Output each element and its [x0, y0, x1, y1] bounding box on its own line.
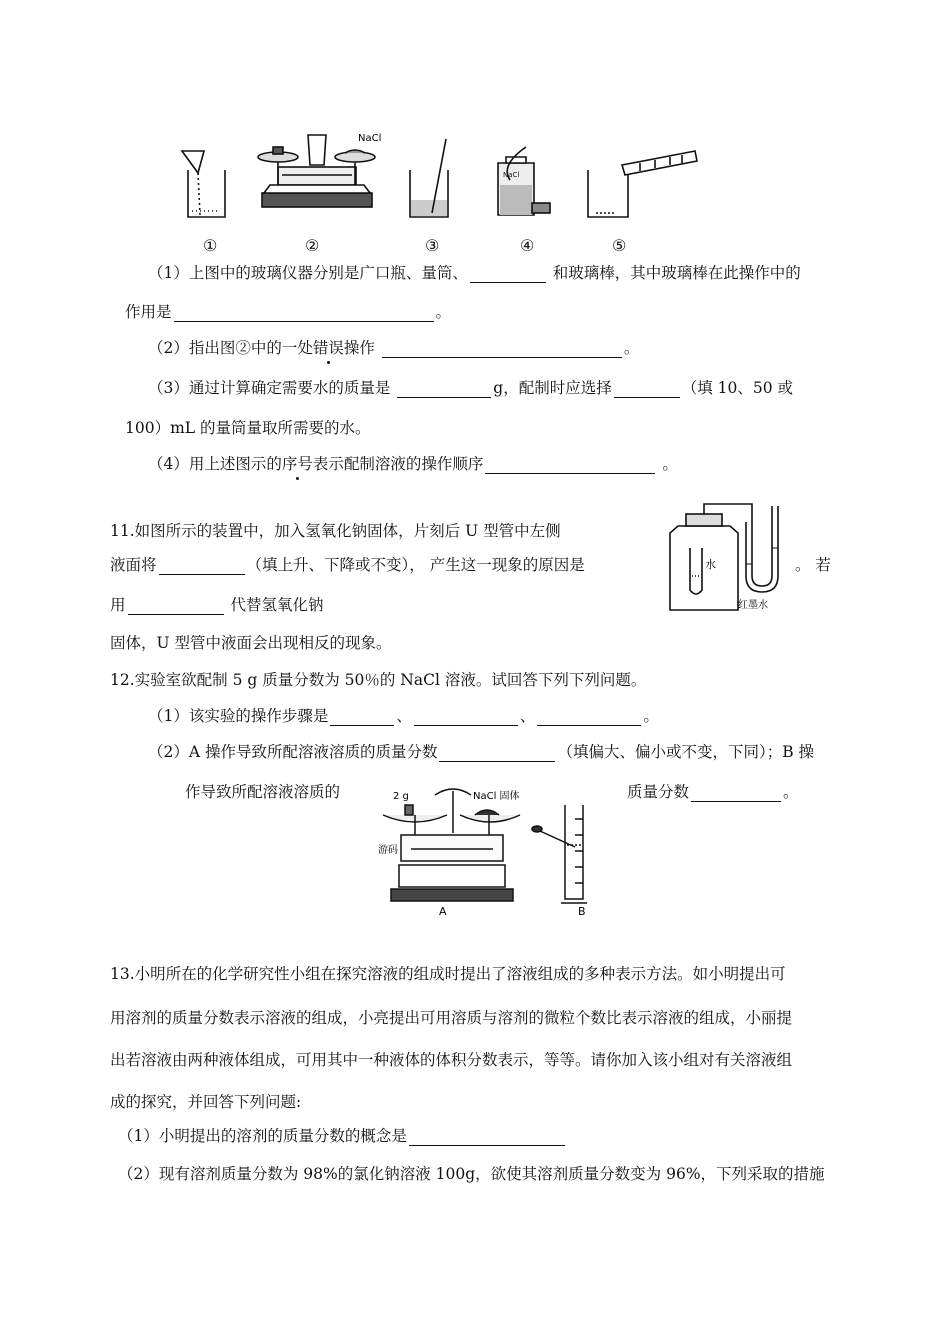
weighing-and-reading-figure [375, 785, 615, 920]
red-ink-label: 红墨水 [738, 600, 768, 611]
answer-blank[interactable] [174, 305, 434, 322]
q13-part2: （2）现有溶剂质量分数为 98%的氯化钠溶液 100g，欲使其溶剂质量分数变为 96%，下列采取的措施 [118, 1165, 825, 1183]
figure-number-3: ③ [425, 236, 440, 255]
weight-label: 2 g [393, 791, 409, 802]
figure-b-label: B [578, 905, 586, 918]
answer-blank[interactable] [382, 341, 622, 358]
pouring-cylinder-icon [588, 151, 697, 217]
beaker-with-funnel-icon [182, 151, 225, 217]
water-label: 水 [705, 558, 716, 571]
u-tube-apparatus-figure [660, 498, 790, 618]
q13-line3: 出若溶液由两种液体组成，可用其中一种液体的体积分数表示，等等。请你加入该小组对有关溶液组 [110, 1051, 793, 1069]
answer-blank[interactable] [439, 745, 555, 762]
answer-blank[interactable] [470, 266, 546, 283]
q11-line4: 固体，U 型管中液面会出现相反的现象。 [110, 634, 392, 652]
figure-number-2: ② [305, 236, 320, 255]
q10-part1-line2: 作用是 。 [125, 303, 452, 321]
q10-part3: （3）通过计算确定需要水的质量是 g，配制时应选择 （填 10、50 或 [148, 379, 794, 397]
q12-part2-line2: 作导致所配溶液溶质的 [185, 783, 341, 801]
nacl-solid-label: NaCl 固体 [473, 791, 520, 802]
q11-line1: 11.如图所示的装置中，加入氢氧化钠固体，片刻后 U 型管中左侧 [110, 522, 561, 540]
q11-line3: 用 代替氢氧化钠 [110, 596, 324, 614]
q10-part2: （2）指出图②中的一处错误操作 。 [148, 339, 640, 357]
answer-blank[interactable] [537, 709, 641, 726]
solution-preparation-figure [170, 125, 730, 225]
q13-line2: 用溶剂的质量分数表示溶液的组成，小亮提出可用溶质与溶剂的微粒个数比表示溶液的组成，小丽提 [110, 1009, 793, 1027]
q12-part2: （2）A 操作导致所配溶液溶质的质量分数 （填偏大、偏小或不变，下同）；B 操 [148, 743, 815, 761]
figure-number-5: ⑤ [612, 236, 627, 255]
q12-part2-line2-end: 质量分数 。 [627, 783, 799, 801]
answer-blank[interactable] [409, 1129, 565, 1146]
q13-line4: 成的探究，并回答下列问题: [110, 1093, 302, 1111]
figure-number-1: ① [203, 236, 218, 255]
answer-blank[interactable] [414, 709, 518, 726]
q10-part1: （1）上图中的玻璃仪器分别是广口瓶、量筒、 和玻璃棒，其中玻璃棒在此操作中的 [148, 264, 801, 282]
answer-blank[interactable] [128, 598, 224, 615]
q10-part4: （4）用上述图示的序号表示配制溶液的操作顺序 。 [148, 455, 678, 473]
figure-a-label: A [439, 905, 447, 918]
balance-icon [258, 135, 375, 207]
answer-blank[interactable] [614, 381, 680, 398]
q11-line2: 液面将 （填上升、下降或不变）， 产生这一现象的原因是 。 若 [110, 556, 831, 574]
q10-part3-line2: 100）mL 的量筒量取所需要的水。 [125, 419, 371, 437]
answer-blank[interactable] [397, 381, 491, 398]
nacl-label: NaCl [358, 133, 382, 144]
answer-blank[interactable] [485, 457, 655, 474]
beaker-with-rod-icon [410, 139, 448, 217]
q13-line1: 13.小明所在的化学研究性小组在探究溶液的组成时提出了溶液组成的多种表示方法。如小明提出可 [110, 965, 786, 983]
answer-blank[interactable] [330, 709, 394, 726]
answer-blank[interactable] [159, 558, 245, 575]
figure-number-4: ④ [520, 236, 535, 255]
reagent-bottle-icon [498, 147, 550, 215]
q13-part1: （1）小明提出的溶剂的质量分数的概念是 [118, 1126, 567, 1146]
answer-blank[interactable] [691, 785, 781, 802]
q12-line1: 12.实验室欲配制 5 g 质量分数为 50％的 NaCl 溶液。试回答下列下列问题。 [110, 671, 647, 689]
bottle-label: NaCl [503, 171, 520, 179]
rider-label: 游码 [378, 845, 398, 856]
q12-part1: （1）该实验的操作步骤是 、 、 。 [148, 707, 659, 725]
